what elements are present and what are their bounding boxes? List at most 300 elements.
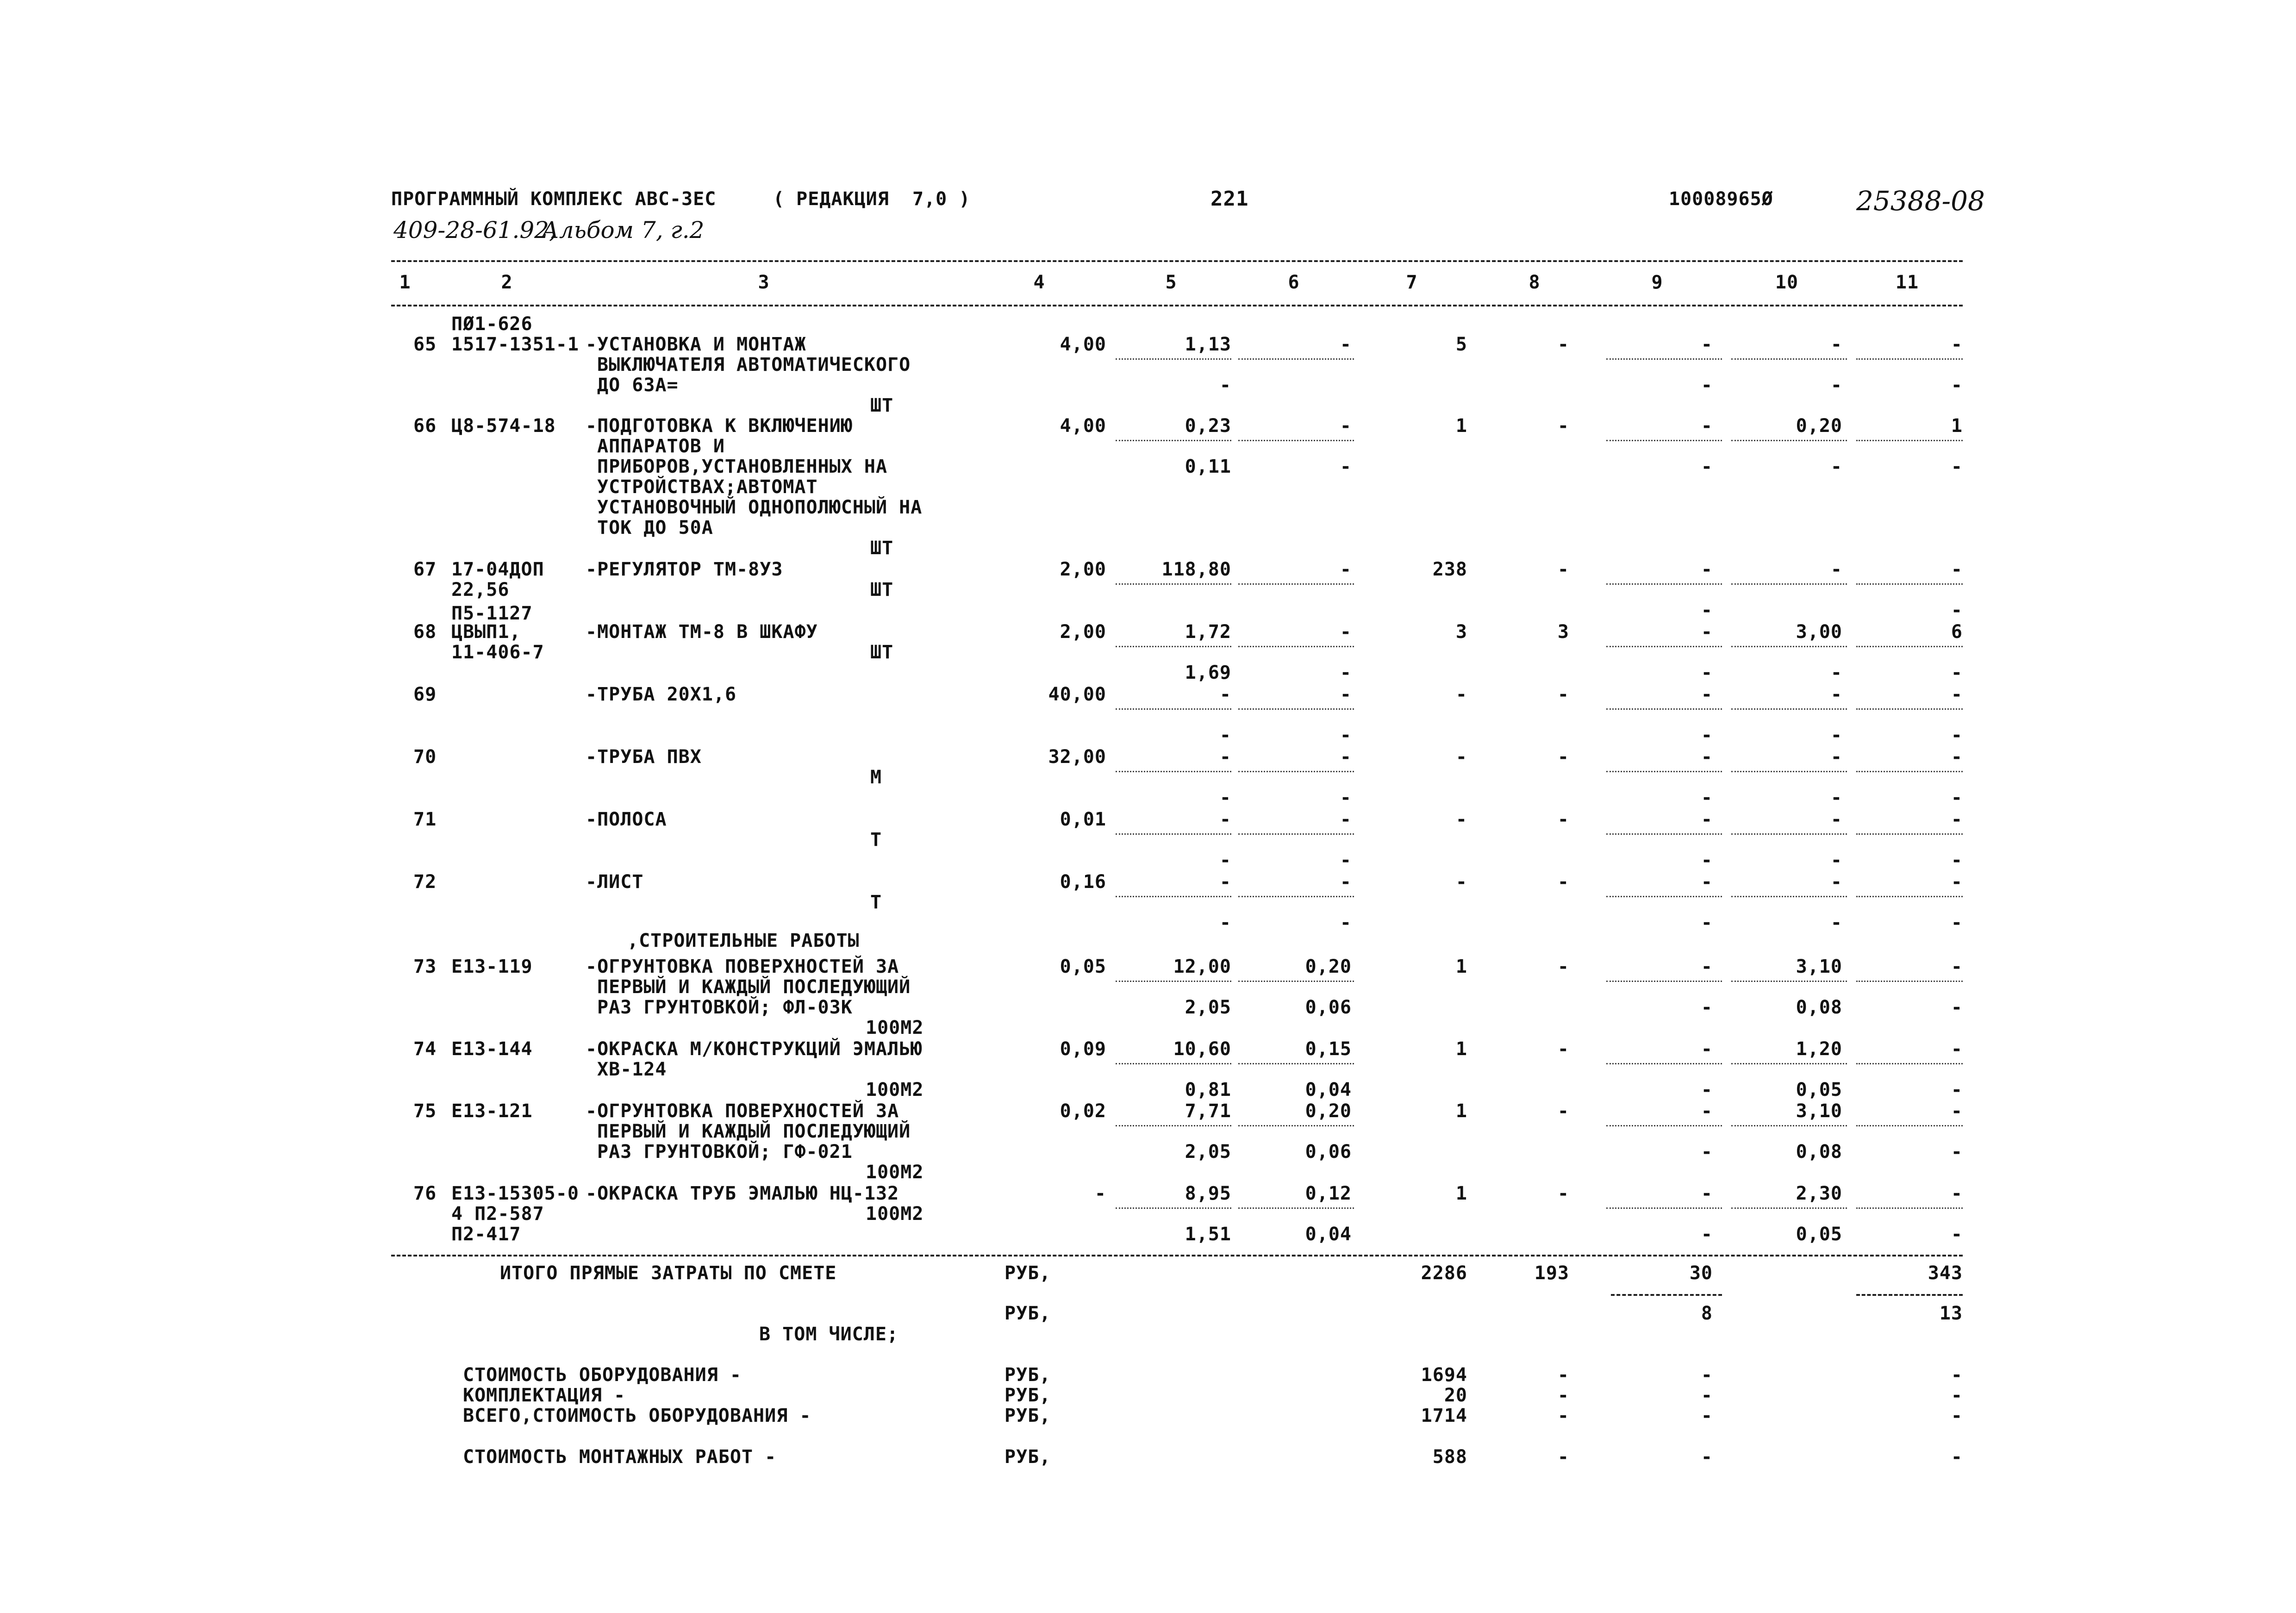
summary-unit: РУБ, <box>1004 1405 1051 1426</box>
row-col11: - <box>1951 746 1963 768</box>
row-col10-rule <box>1731 646 1847 647</box>
row-col6-rule <box>1238 1207 1354 1209</box>
album-note: Альбом 7, г.2 <box>542 217 705 244</box>
row-code: 1517-1351-1 <box>451 334 579 355</box>
row-description-line: -ТРУБА 20Х1,6 <box>586 684 737 705</box>
row-number: 65 <box>413 334 437 355</box>
row-col10-rule <box>1731 358 1847 360</box>
row-col8: - <box>1557 1100 1569 1122</box>
row-description-line: -ОГРУНТОВКА ПОВЕРХНОСТЕЙ ЗА <box>586 956 899 977</box>
row-code-second: 22,56 <box>451 579 510 600</box>
row-col9-rule <box>1606 1207 1722 1209</box>
row-col9-second: - <box>1701 1141 1713 1163</box>
row-col9: - <box>1701 684 1713 705</box>
row-col10: - <box>1830 809 1842 830</box>
row-col9-second: - <box>1701 662 1713 683</box>
summary-unit: РУБ, <box>1004 1364 1051 1386</box>
row-col6-second: 0,04 <box>1305 1079 1352 1100</box>
row-col10: 1,20 <box>1796 1038 1842 1060</box>
totals-col11-second: 13 <box>1939 1303 1963 1324</box>
row-col11-second: - <box>1951 1079 1963 1100</box>
row-col10-rule <box>1731 833 1847 835</box>
row-col5: 8,95 <box>1185 1183 1231 1204</box>
column-header-5: 5 <box>1165 272 1177 293</box>
row-col7: - <box>1455 684 1467 705</box>
row-col11: 1 <box>1951 415 1963 437</box>
row-number: 75 <box>413 1100 437 1122</box>
row-col11: - <box>1951 1100 1963 1122</box>
row-col9-rule <box>1606 440 1722 441</box>
row-col10: 0,20 <box>1796 415 1842 437</box>
row-col8: - <box>1557 1038 1569 1060</box>
totals-col8: 193 <box>1534 1263 1569 1284</box>
column-header-1: 1 <box>399 272 411 293</box>
row-col8: - <box>1557 684 1569 705</box>
row-number: 74 <box>413 1038 437 1060</box>
row-col9-rule <box>1606 833 1722 835</box>
row-col9: - <box>1701 956 1713 977</box>
summary-col8: - <box>1557 1385 1569 1406</box>
row-col5-second: 1,69 <box>1185 662 1231 683</box>
row-col5-second: 2,05 <box>1185 1141 1231 1163</box>
summary-unit: РУБ, <box>1004 1385 1051 1406</box>
row-col6-second: 0,04 <box>1305 1224 1352 1245</box>
summary-col9: - <box>1701 1364 1713 1386</box>
row-unit: 100М2 <box>866 1162 924 1183</box>
row-col10-second: - <box>1830 662 1842 683</box>
row-col5-second: - <box>1219 912 1231 933</box>
row-col11-rule <box>1856 1207 1963 1209</box>
row-col9-rule <box>1606 708 1722 710</box>
row-col5: - <box>1219 871 1231 893</box>
row-col6: - <box>1340 746 1352 768</box>
row-col10-rule <box>1731 1125 1847 1126</box>
row-col8: - <box>1557 334 1569 355</box>
row-col9: - <box>1701 334 1713 355</box>
row-col9: - <box>1701 1038 1713 1060</box>
row-col11-second: - <box>1951 1141 1963 1163</box>
column-header-3: 3 <box>758 272 770 293</box>
row-col5-rule <box>1116 646 1231 647</box>
row-col6-rule <box>1238 708 1354 710</box>
summary-col8: - <box>1557 1405 1569 1426</box>
row-col11-rule <box>1856 1063 1963 1064</box>
row-description-line: ТОК ДО 50А <box>597 517 713 538</box>
row-col5: - <box>1219 746 1231 768</box>
row-col7: 1 <box>1455 415 1467 437</box>
row-col7: 1 <box>1455 956 1467 977</box>
row-col5: 10,60 <box>1173 1038 1231 1060</box>
row-col11: - <box>1951 334 1963 355</box>
totals-unit-2: РУБ, <box>1004 1303 1051 1324</box>
row-col11-rule <box>1856 833 1963 835</box>
row-col6-rule <box>1238 771 1354 772</box>
row-col5-rule <box>1116 1063 1231 1064</box>
row-col9-second: - <box>1701 600 1713 621</box>
row-col8: - <box>1557 956 1569 977</box>
row-col10-rule <box>1731 1063 1847 1064</box>
row-col7: 1 <box>1455 1183 1467 1204</box>
row-col5-second: - <box>1219 787 1231 808</box>
summary-col11: - <box>1951 1446 1963 1468</box>
row-col9: - <box>1701 809 1713 830</box>
summary-col8: - <box>1557 1446 1569 1468</box>
row-col10: - <box>1830 559 1842 580</box>
column-header-6: 6 <box>1288 272 1300 293</box>
row-col9: - <box>1701 1183 1713 1204</box>
row-col9-second: - <box>1701 1224 1713 1245</box>
row-col5-rule <box>1116 771 1231 772</box>
row-description-line: УСТРОЙСТВАХ;АВТОМАТ <box>597 476 818 498</box>
row-quantity: 32,00 <box>1048 746 1106 768</box>
summary-col11: - <box>1951 1385 1963 1406</box>
row-col10-second: 0,05 <box>1796 1079 1842 1100</box>
row-col11-rule <box>1856 708 1963 710</box>
row-col11-rule <box>1856 646 1963 647</box>
row-col6-rule <box>1238 896 1354 897</box>
row-col11: - <box>1951 956 1963 977</box>
totals-col9: 30 <box>1689 1263 1713 1284</box>
row-col5: 1,72 <box>1185 621 1231 643</box>
row-col6-second: - <box>1340 912 1352 933</box>
row-unit: М <box>870 767 882 788</box>
row-col11-rule <box>1856 896 1963 897</box>
row-col6-rule <box>1238 583 1354 585</box>
row-col6-second: - <box>1340 725 1352 746</box>
row-col6: - <box>1340 415 1352 437</box>
totals-unit-1: РУБ, <box>1004 1263 1051 1284</box>
row-number: 71 <box>413 809 437 830</box>
row-col9-second: - <box>1701 456 1713 477</box>
totals-col11-rule <box>1856 1294 1963 1296</box>
summary-unit: РУБ, <box>1004 1446 1051 1468</box>
row-col10-second: - <box>1830 375 1842 396</box>
row-col11-rule <box>1856 583 1963 585</box>
row-description-line: УСТАНОВОЧНЫЙ ОДНОПОЛЮСНЫЙ НА <box>597 497 923 518</box>
row-col8: - <box>1557 871 1569 893</box>
row-description-line: -УСТАНОВКА И МОНТАЖ <box>586 334 806 355</box>
row-unit: ШТ <box>870 538 894 559</box>
row-col6-second: 0,06 <box>1305 1141 1352 1163</box>
totals-col9-second: 8 <box>1701 1303 1713 1324</box>
row-col10: 3,10 <box>1796 956 1842 977</box>
row-quantity: 2,00 <box>1060 621 1106 643</box>
row-col10-rule <box>1731 896 1847 897</box>
row-col10-rule <box>1731 583 1847 585</box>
row-col5-second: 2,05 <box>1185 997 1231 1018</box>
row-col10-rule <box>1731 981 1847 982</box>
row-col10-rule <box>1731 440 1847 441</box>
row-col6-second: - <box>1340 456 1352 477</box>
row-code: Е13-15305-0 <box>451 1183 579 1204</box>
row-col8: - <box>1557 809 1569 830</box>
row-col11-rule <box>1856 771 1963 772</box>
row-code: Е13-121 <box>451 1100 533 1122</box>
row-quantity: 0,09 <box>1060 1038 1106 1060</box>
row-description-line: -ОКРАСКА ТРУБ ЭМАЛЬЮ НЦ-132 <box>586 1183 899 1204</box>
row-col10-rule <box>1731 1207 1847 1209</box>
row-col9-rule <box>1606 1063 1722 1064</box>
row-number: 76 <box>413 1183 437 1204</box>
column-header-8: 8 <box>1529 272 1541 293</box>
row-col8: - <box>1557 746 1569 768</box>
row-quantity: - <box>1094 1183 1106 1204</box>
summary-col9: - <box>1701 1446 1713 1468</box>
row-number: 69 <box>413 684 437 705</box>
summary-col9: - <box>1701 1385 1713 1406</box>
row-col7: 238 <box>1432 559 1467 580</box>
row-quantity: 0,16 <box>1060 871 1106 893</box>
row-col6: - <box>1340 334 1352 355</box>
row-unit: 100М2 <box>866 1017 924 1038</box>
row-description-line: -ЛИСТ <box>586 871 644 893</box>
row-col9-rule <box>1606 896 1722 897</box>
row-col5-rule <box>1116 440 1231 441</box>
row-col11-second: - <box>1951 1224 1963 1245</box>
row-col10: 3,10 <box>1796 1100 1842 1122</box>
summary-label: СТОИМОСТЬ МОНТАЖНЫХ РАБОТ - <box>463 1446 777 1468</box>
row-col10-second: - <box>1830 850 1842 871</box>
row-col5-second: 1,51 <box>1185 1224 1231 1245</box>
row-col9-second: - <box>1701 375 1713 396</box>
row-col6: - <box>1340 809 1352 830</box>
row-col9: - <box>1701 871 1713 893</box>
row-col11-second: - <box>1951 787 1963 808</box>
row-col9: - <box>1701 559 1713 580</box>
row-description-line: АППАРАТОВ И <box>597 436 725 457</box>
header-rule-bottom <box>391 305 1963 306</box>
program-title: ПРОГРАММНЫЙ КОМПЛЕКС АВС-3ЕС <box>391 188 717 210</box>
handwritten-reference: 409-28-61.92, <box>393 217 556 244</box>
row-prefix-code: ПØ1-626 <box>451 313 533 335</box>
row-unit: ШТ <box>870 395 894 416</box>
page-number: 221 <box>1210 187 1249 211</box>
row-description-line: -МОНТАЖ ТМ-8 В ШКАФУ <box>586 621 818 643</box>
row-description-line: ПЕРВЫЙ И КАЖДЫЙ ПОСЛЕДУЮЩИЙ <box>597 1121 911 1142</box>
row-col11-second: - <box>1951 912 1963 933</box>
row-col8: - <box>1557 559 1569 580</box>
row-quantity: 4,00 <box>1060 415 1106 437</box>
summary-label: ВСЕГО,СТОИМОСТЬ ОБОРУДОВАНИЯ - <box>463 1405 811 1426</box>
row-number: 68 <box>413 621 437 643</box>
row-col5: 118,80 <box>1161 559 1231 580</box>
column-header-4: 4 <box>1033 272 1045 293</box>
row-col6: 0,20 <box>1305 956 1352 977</box>
row-code: Ц8-574-18 <box>451 415 556 437</box>
row-col9-rule <box>1606 646 1722 647</box>
row-description-line: -ПОДГОТОВКА К ВКЛЮЧЕНИЮ <box>586 415 853 437</box>
summary-col7: 1714 <box>1421 1405 1467 1426</box>
header-rule-top <box>391 260 1963 262</box>
row-col11-rule <box>1856 358 1963 360</box>
row-col10-rule <box>1731 771 1847 772</box>
totals-col9-rule <box>1611 1294 1722 1296</box>
row-col6-rule <box>1238 440 1354 441</box>
row-unit: Т <box>870 892 882 913</box>
row-col9-second: - <box>1701 850 1713 871</box>
row-col6-rule <box>1238 358 1354 360</box>
row-col7: - <box>1455 809 1467 830</box>
row-description-line: ВЫКЛЮЧАТЕЛЯ АВТОМАТИЧЕСКОГО <box>597 354 911 375</box>
row-col5-second: - <box>1219 725 1231 746</box>
row-unit: 100М2 <box>866 1203 924 1225</box>
row-number: 66 <box>413 415 437 437</box>
row-col8: - <box>1557 1183 1569 1204</box>
row-unit: ШТ <box>870 579 894 600</box>
row-col6-second: - <box>1340 850 1352 871</box>
row-code: Е13-144 <box>451 1038 533 1060</box>
row-col9-second: - <box>1701 912 1713 933</box>
summary-col7: 20 <box>1444 1385 1467 1406</box>
document-code: 10008965Ø <box>1669 188 1773 210</box>
row-number: 67 <box>413 559 437 580</box>
column-header-2: 2 <box>501 272 513 293</box>
summary-col9: - <box>1701 1405 1713 1426</box>
row-col6-rule <box>1238 1063 1354 1064</box>
row-quantity: 4,00 <box>1060 334 1106 355</box>
summary-label: КОМПЛЕКТАЦИЯ - <box>463 1385 626 1406</box>
row-col5-rule <box>1116 583 1231 585</box>
row-description-line: ПРИБОРОВ,УСТАНОВЛЕННЫХ НА <box>597 456 888 477</box>
row-col6: - <box>1340 871 1352 893</box>
column-header-10: 10 <box>1775 272 1799 293</box>
row-col11: - <box>1951 871 1963 893</box>
row-description-line: -РЕГУЛЯТОР ТМ-8У3 <box>586 559 783 580</box>
row-col6-second: 0,06 <box>1305 997 1352 1018</box>
row-col11-second: - <box>1951 725 1963 746</box>
row-col10: 3,00 <box>1796 621 1842 643</box>
edition-label: ( РЕДАКЦИЯ 7,0 ) <box>773 188 971 210</box>
row-quantity: 2,00 <box>1060 559 1106 580</box>
row-prefix-code: П5-1127 <box>451 603 533 624</box>
row-col11-rule <box>1856 1125 1963 1126</box>
row-col5: - <box>1219 809 1231 830</box>
row-col5-rule <box>1116 896 1231 897</box>
summary-col7: 588 <box>1432 1446 1467 1468</box>
including-label: В ТОМ ЧИСЛЕ; <box>759 1324 898 1345</box>
row-col11-second: - <box>1951 997 1963 1018</box>
row-col10: 2,30 <box>1796 1183 1842 1204</box>
row-number: 73 <box>413 956 437 977</box>
row-col5-second: 0,81 <box>1185 1079 1231 1100</box>
row-col11: - <box>1951 559 1963 580</box>
row-unit: 100М2 <box>866 1079 924 1100</box>
row-number: 72 <box>413 871 437 893</box>
row-col6-second: - <box>1340 787 1352 808</box>
row-col5: - <box>1219 684 1231 705</box>
row-code: 17-04ДОП <box>451 559 544 580</box>
row-col8: - <box>1557 415 1569 437</box>
row-code-third: П2-417 <box>451 1224 521 1245</box>
row-col10-second: - <box>1830 725 1842 746</box>
row-col9-second: - <box>1701 997 1713 1018</box>
row-col9-rule <box>1606 981 1722 982</box>
row-col10-rule <box>1731 708 1847 710</box>
summary-col11: - <box>1951 1364 1963 1386</box>
row-unit: Т <box>870 829 882 850</box>
row-col11: 6 <box>1951 621 1963 643</box>
row-col5-rule <box>1116 833 1231 835</box>
row-col11: - <box>1951 809 1963 830</box>
row-col5: 0,23 <box>1185 415 1231 437</box>
row-col7: - <box>1455 871 1467 893</box>
row-quantity: 0,01 <box>1060 809 1106 830</box>
row-quantity: 0,02 <box>1060 1100 1106 1122</box>
row-col9-rule <box>1606 1125 1722 1126</box>
row-col9: - <box>1701 621 1713 643</box>
row-col10: - <box>1830 871 1842 893</box>
row-col6-rule <box>1238 646 1354 647</box>
row-description-line: -ОГРУНТОВКА ПОВЕРХНОСТЕЙ ЗА <box>586 1100 899 1122</box>
row-col5-rule <box>1116 1207 1231 1209</box>
row-col7: - <box>1455 746 1467 768</box>
row-col5-rule <box>1116 708 1231 710</box>
row-col9: - <box>1701 1100 1713 1122</box>
row-col6: - <box>1340 621 1352 643</box>
section-title: ,СТРОИТЕЛЬНЫЕ РАБОТЫ <box>627 930 860 951</box>
row-col6: - <box>1340 684 1352 705</box>
row-col9-rule <box>1606 771 1722 772</box>
row-col5-rule <box>1116 1125 1231 1126</box>
row-col11-second: - <box>1951 456 1963 477</box>
column-header-7: 7 <box>1406 272 1418 293</box>
row-col10-second: 0,05 <box>1796 1224 1842 1245</box>
row-col11-second: - <box>1951 600 1963 621</box>
row-col11: - <box>1951 684 1963 705</box>
row-col9-rule <box>1606 583 1722 585</box>
row-col10: - <box>1830 746 1842 768</box>
row-col9-second: - <box>1701 1079 1713 1100</box>
row-col10-second: - <box>1830 787 1842 808</box>
totals-col11: 343 <box>1928 1263 1963 1284</box>
row-code-second: 4 П2-587 <box>451 1203 544 1225</box>
row-col11-rule <box>1856 440 1963 441</box>
row-description-line: РАЗ ГРУНТОВКОЙ; ГФ-021 <box>597 1141 853 1163</box>
row-col9: - <box>1701 746 1713 768</box>
row-col10-second: - <box>1830 912 1842 933</box>
row-col6: - <box>1340 559 1352 580</box>
row-col6-rule <box>1238 981 1354 982</box>
row-col11: - <box>1951 1183 1963 1204</box>
row-col6: 0,20 <box>1305 1100 1352 1122</box>
row-description-line: ХВ-124 <box>597 1059 667 1080</box>
totals-label: ИТОГО ПРЯМЫЕ ЗАТРАТЫ ПО СМЕТЕ <box>500 1263 837 1284</box>
row-col7: 1 <box>1455 1038 1467 1060</box>
row-col6-second: - <box>1340 662 1352 683</box>
row-col5: 7,71 <box>1185 1100 1231 1122</box>
row-col6-rule <box>1238 1125 1354 1126</box>
row-col6: 0,15 <box>1305 1038 1352 1060</box>
totals-rule <box>391 1255 1963 1257</box>
row-col9: - <box>1701 415 1713 437</box>
row-col9-second: - <box>1701 787 1713 808</box>
row-col5-second: - <box>1219 375 1231 396</box>
row-col7: 1 <box>1455 1100 1467 1122</box>
summary-col11: - <box>1951 1405 1963 1426</box>
column-header-11: 11 <box>1895 272 1919 293</box>
row-col5-rule <box>1116 981 1231 982</box>
row-code-second: 11-406-7 <box>451 642 544 663</box>
row-col6: 0,12 <box>1305 1183 1352 1204</box>
row-col9-second: - <box>1701 725 1713 746</box>
stamp-number: 25388-08 <box>1856 185 1985 217</box>
row-quantity: 40,00 <box>1048 684 1106 705</box>
row-col5-second: - <box>1219 850 1231 871</box>
row-description-line: -ТРУБА ПВХ <box>586 746 702 768</box>
row-col6-rule <box>1238 833 1354 835</box>
row-col7: 3 <box>1455 621 1467 643</box>
row-col10: - <box>1830 684 1842 705</box>
